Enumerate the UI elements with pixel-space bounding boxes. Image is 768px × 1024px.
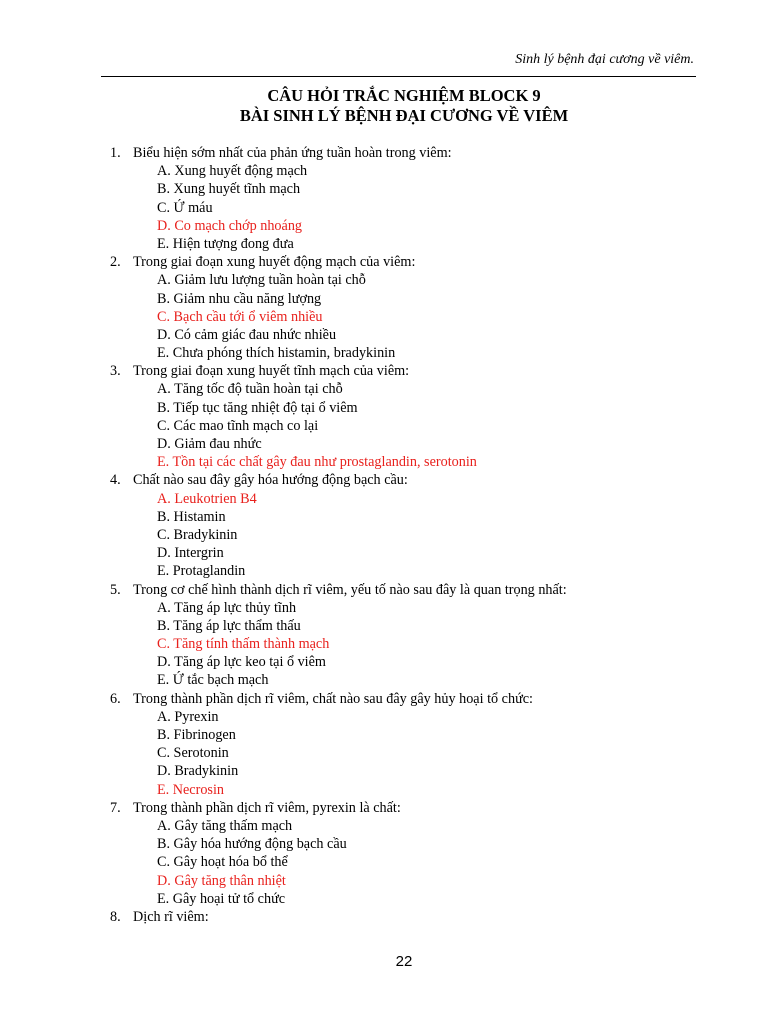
question-number: 4. bbox=[110, 472, 121, 489]
question-number: 8. bbox=[110, 908, 121, 925]
answer-option bbox=[0, 853, 768, 871]
correct-answer-text: E. Tồn tại các chất gây đau như prostaglandin, serotonin bbox=[157, 454, 477, 471]
answer-option bbox=[0, 344, 768, 362]
answer-option bbox=[0, 180, 768, 198]
answer-option-text: B. Histamin bbox=[157, 508, 226, 525]
answer-option-text: B. Giảm nhu cầu năng lượng bbox=[157, 290, 322, 307]
answer-option bbox=[0, 617, 768, 635]
answer-option bbox=[0, 508, 768, 526]
title-line-2: BÀI SINH LÝ BỆNH ĐẠI CƯƠNG VỀ VIÊM bbox=[239, 106, 569, 125]
answer-option bbox=[0, 781, 768, 799]
answer-option-text: A. Pyrexin bbox=[157, 708, 219, 725]
answer-option-text: D. Giảm đau nhức bbox=[157, 436, 262, 452]
question-number: 2. bbox=[110, 254, 121, 271]
answer-option-text: E. Chưa phóng thích histamin, bradykinin bbox=[157, 345, 396, 362]
answer-option bbox=[0, 562, 768, 580]
question-number: 1. bbox=[110, 145, 121, 161]
answer-option bbox=[0, 708, 768, 726]
question-8 bbox=[0, 908, 768, 926]
question-text: Trong cơ chế hình thành dịch rĩ viêm, yếu tố nào sau đây là quan trọng nhất: bbox=[133, 581, 567, 598]
correct-answer-text: A. Leukotrien B4 bbox=[157, 490, 257, 507]
answer-option bbox=[0, 271, 768, 289]
answer-option-text: B. Gây hóa hướng động bạch cầu bbox=[157, 836, 347, 853]
answer-option-text: A. Tăng tốc độ tuần hoàn tại chỗ bbox=[157, 381, 343, 398]
answer-option bbox=[0, 526, 768, 544]
answer-option-text: E. Gây hoại tử tổ chức bbox=[157, 890, 286, 907]
answer-option-text: C. Gây hoạt hóa bổ thể bbox=[157, 854, 288, 871]
answer-option-text: B. Fibrinogen bbox=[157, 727, 236, 743]
question-text: Biểu hiện sớm nhất của phản ứng tuần hoàn trong viêm: bbox=[133, 145, 452, 161]
question-list bbox=[0, 144, 768, 926]
document-title bbox=[0, 86, 768, 126]
answer-option bbox=[0, 671, 768, 689]
answer-option-text: D. Có cảm giác đau nhức nhiều bbox=[157, 326, 337, 343]
answer-option-text: E. Protaglandin bbox=[157, 563, 246, 580]
answer-option-text: A. Gây tăng thấm mạch bbox=[157, 817, 293, 834]
answer-option bbox=[0, 326, 768, 344]
question-number: 7. bbox=[110, 799, 121, 816]
answer-option-text: A. Giảm lưu lượng tuần hoàn tại chỗ bbox=[157, 272, 366, 289]
answer-option-text: D. Bradykinin bbox=[157, 763, 239, 780]
answer-option-text: E. Ứ tắc bạch mạch bbox=[157, 672, 269, 689]
question-6 bbox=[0, 690, 768, 708]
question-text: Trong giai đoạn xung huyết động mạch của viêm: bbox=[133, 254, 416, 271]
answer-option bbox=[0, 835, 768, 853]
question-number: 5. bbox=[110, 581, 121, 598]
question-5 bbox=[0, 581, 768, 599]
answer-option bbox=[0, 599, 768, 617]
correct-answer-text: D. Co mạch chớp nhoáng bbox=[157, 217, 303, 234]
question-number: 6. bbox=[110, 690, 121, 707]
answer-option bbox=[0, 453, 768, 471]
answer-option bbox=[0, 435, 768, 453]
answer-option-text: A. Xung huyết động mạch bbox=[157, 163, 308, 180]
answer-option bbox=[0, 490, 768, 508]
page-number: 22 bbox=[395, 953, 413, 970]
answer-option-text: C. Bradykinin bbox=[157, 526, 238, 543]
answer-option bbox=[0, 308, 768, 326]
question-4 bbox=[0, 471, 768, 489]
header-divider bbox=[101, 76, 696, 77]
answer-option bbox=[0, 417, 768, 435]
answer-option bbox=[0, 399, 768, 417]
answer-option bbox=[0, 162, 768, 180]
question-2 bbox=[0, 253, 768, 271]
answer-option bbox=[0, 817, 768, 835]
answer-option bbox=[0, 290, 768, 308]
correct-answer-text: D. Gây tăng thân nhiệt bbox=[157, 872, 286, 889]
answer-option-text: E. Hiện tượng đong đưa bbox=[157, 235, 294, 252]
question-text: Trong giai đoạn xung huyết tĩnh mạch của viêm: bbox=[133, 363, 410, 380]
question-1 bbox=[0, 144, 768, 162]
question-text: Trong thành phần dịch rĩ viêm, pyrexin là chất: bbox=[133, 799, 401, 816]
answer-option-text: A. Tăng áp lực thủy tĩnh bbox=[157, 599, 297, 616]
answer-option bbox=[0, 726, 768, 744]
answer-option-text: D. Intergrin bbox=[157, 545, 224, 562]
answer-option bbox=[0, 872, 768, 890]
answer-option-text: B. Tăng áp lực thẩm thấu bbox=[157, 617, 301, 634]
answer-option bbox=[0, 653, 768, 671]
question-7 bbox=[0, 799, 768, 817]
title-line-1: CÂU HỎI TRẮC NGHIỆM BLOCK 9 bbox=[267, 86, 541, 105]
question-3 bbox=[0, 362, 768, 380]
answer-option-text: C. Ứ máu bbox=[157, 199, 213, 216]
answer-option bbox=[0, 744, 768, 762]
correct-answer-text: C. Bạch cầu tới ổ viêm nhiều bbox=[157, 308, 323, 325]
answer-option bbox=[0, 890, 768, 908]
question-text: Dịch rĩ viêm: bbox=[133, 908, 209, 925]
answer-option-text: C. Các mao tĩnh mạch co lại bbox=[157, 417, 319, 434]
question-text: Chất nào sau đây gây hóa hướng động bạch cầu: bbox=[133, 472, 408, 489]
correct-answer-text: E. Necrosin bbox=[157, 781, 224, 798]
answer-option bbox=[0, 544, 768, 562]
answer-option-text: D. Tăng áp lực keo tại ổ viêm bbox=[157, 654, 326, 671]
question-number: 3. bbox=[110, 363, 121, 380]
answer-option-text: B. Xung huyết tĩnh mạch bbox=[157, 181, 301, 198]
answer-option-text: C. Serotonin bbox=[157, 745, 229, 762]
answer-option bbox=[0, 380, 768, 398]
running-header: Sinh lý bệnh đại cương về viêm. bbox=[515, 52, 694, 67]
answer-option bbox=[0, 199, 768, 217]
question-text: Trong thành phần dịch rĩ viêm, chất nào sau đây gây hủy hoại tổ chức: bbox=[133, 690, 533, 707]
answer-option bbox=[0, 635, 768, 653]
correct-answer-text: C. Tăng tính thấm thành mạch bbox=[157, 636, 330, 653]
answer-option bbox=[0, 235, 768, 253]
answer-option bbox=[0, 762, 768, 780]
answer-option bbox=[0, 217, 768, 235]
answer-option-text: B. Tiếp tục tăng nhiệt độ tại ổ viêm bbox=[157, 399, 358, 416]
